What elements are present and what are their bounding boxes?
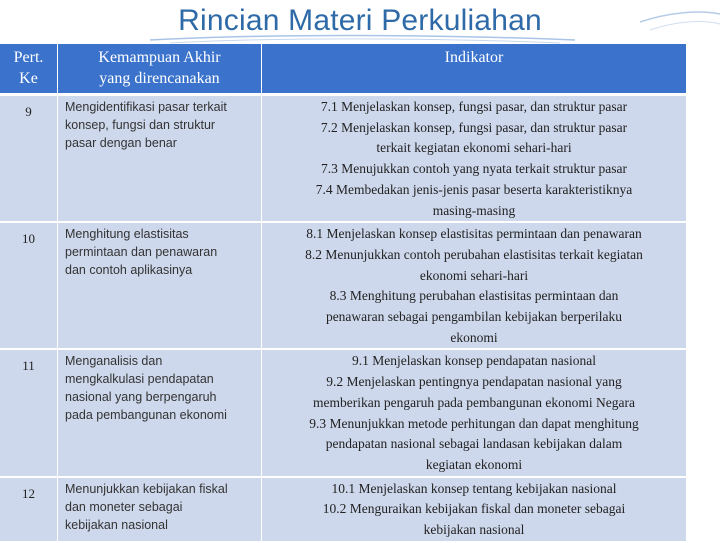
meeting-number: 10: [0, 223, 58, 350]
header-indicator: Indikator: [262, 44, 686, 96]
table-row: [0, 478, 686, 543]
meeting-number: 12: [0, 478, 58, 543]
final-ability-cell: Mengidentifikasi pasar terkait konsep, fungsi dan struktur pasar dengan benar: [58, 96, 262, 223]
indicator-cell: 9.1 Menjelaskan konsep pendapatan nasional 9.2 Menjelaskan pentingnya pendapatan nasional yang memberikan pengaruh pada pembangunan ekonomi Negara 9.3 Menunjukkan metode perhitungan dan dapat menghitung pendapatan nasional sebagai landasan kebijakan dalam kegiatan ekonomi: [262, 350, 686, 477]
table-row: [0, 223, 686, 350]
indicator-cell: 10.1 Menjelaskan konsep tentang kebijakan nasional 10.2 Menguraikan kebijakan fiskal dan moneter sebagai kebijakan nasional: [262, 478, 686, 543]
meeting-number: 11: [0, 350, 58, 477]
final-ability-cell: Menganalisis dan mengkalkulasi pendapatan nasional yang berpengaruh pada pembangunan ekonomi: [58, 350, 262, 477]
meeting-number: 9: [0, 96, 58, 223]
indicator-cell: 7.1 Menjelaskan konsep, fungsi pasar, dan struktur pasar 7.2 Menjelaskan konsep, fungsi pasar, dan struktur pasar terkait kegiatan ekonomi sehari-hari 7.3 Menujukkan contoh yang nyata terkait struktur pasar 7.4 Membedakan jenis-jenis pasar beserta karakteristiknya masing-masing: [262, 96, 686, 223]
indicator-cell: 8.1 Menjelaskan konsep elastisitas permintaan dan penawaran 8.2 Menunjukkan contoh perubahan elastisitas terkait kegiatan ekonomi sehari-hari 8.3 Menghitung perubahan elastisitas permintaan dan penawaran sebagai pengambilan kebijakan berperilaku ekonomi: [262, 223, 686, 350]
page-title: Rincian Materi Perkuliahan: [178, 4, 542, 37]
header-final-ability: Kemampuan Akhir yang direncanakan: [58, 44, 262, 96]
final-ability-cell: Menunjukkan kebijakan fiskal dan moneter sebagai kebijakan nasional: [58, 478, 262, 543]
table-row: [0, 350, 686, 477]
table-header-row: [0, 44, 686, 96]
header-meeting-number: Pert. Ke: [0, 44, 58, 96]
course-material-table: [0, 44, 686, 543]
final-ability-cell: Menghitung elastisitas permintaan dan penawaran dan contoh aplikasinya: [58, 223, 262, 350]
table-row: [0, 96, 686, 223]
